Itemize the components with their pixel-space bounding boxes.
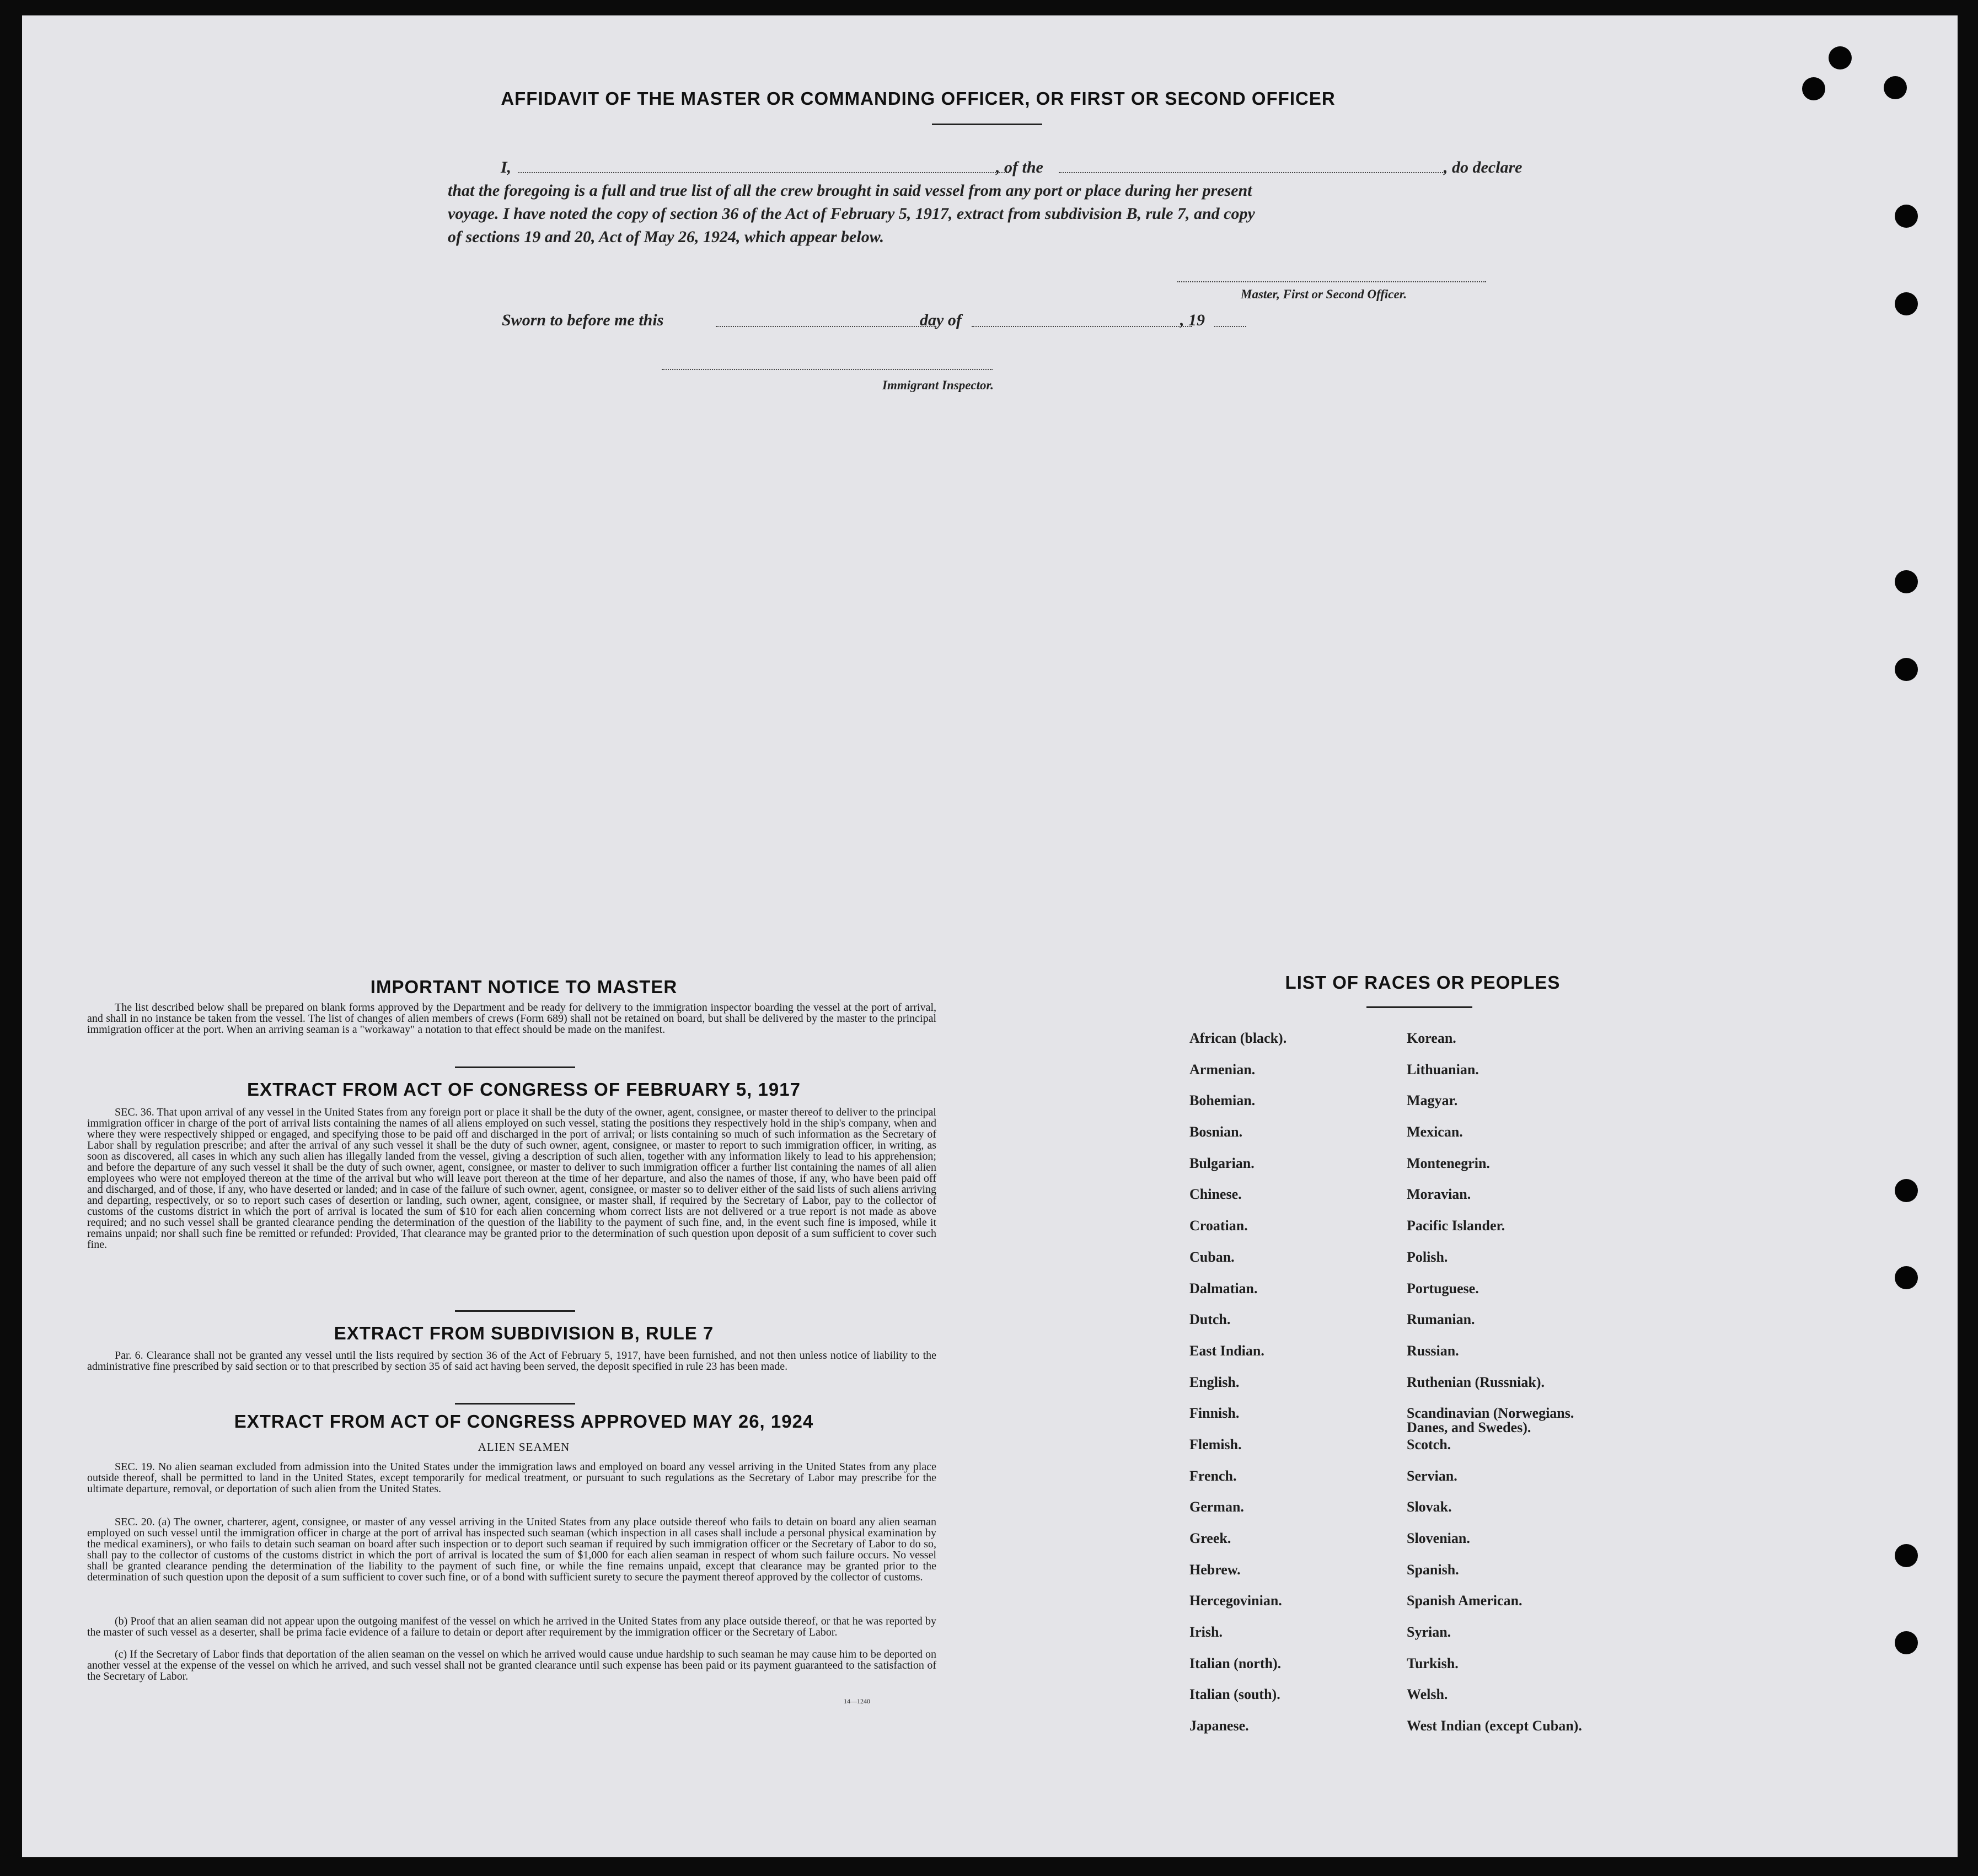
punch-hole xyxy=(1895,1179,1918,1202)
race-item: German. xyxy=(1189,1499,1244,1515)
race-item: Scotch. xyxy=(1407,1436,1451,1452)
affidavit-i-label: I, xyxy=(501,158,512,176)
vessel-blank[interactable] xyxy=(1059,172,1445,173)
extract-1917-title: EXTRACT FROM ACT OF CONGRESS OF FEBRUARY 5, 1917 xyxy=(247,1079,801,1100)
race-item: Armenian. xyxy=(1189,1061,1256,1078)
notice-text: The list described below shall be prepared on blank forms approved by the Department and be ready for delivery to the immigration inspector boarding the vessel at the port of arrival, and shall in no instance be taken from the vessel. The list of changes of alien members of crews (Form 689) shall not be retained on board, but shall be delivered by the master to the principal immigration officer at the port. When an arriving seaman is a "workaway" a notation to that effect should be made on the manifest. xyxy=(87,1001,936,1036)
race-item: Japanese. xyxy=(1189,1718,1249,1734)
race-item: Italian (north). xyxy=(1189,1655,1282,1671)
race-item: Slovak. xyxy=(1407,1499,1452,1515)
sec19-text: SEC. 19. No alien seaman excluded from admission into the United States under the immigration laws and employed on board any vessel arriving in the United States from any place outside thereof, shall be permitted to land in the United States, except temporarily for medical treatment, or pursuant to such regulations as the Secretary of Labor may prescribe for the ultimate departure, removal, or deportation of such alien from the United States. xyxy=(87,1461,936,1495)
race-item: Italian (south). xyxy=(1189,1686,1280,1703)
races-column-1 xyxy=(1189,1031,1286,1750)
race-item: Flemish. xyxy=(1189,1436,1242,1452)
race-item: East Indian. xyxy=(1189,1342,1264,1359)
races-title: LIST OF RACES OR PEOPLES xyxy=(1285,972,1561,993)
race-item: Slovenian. xyxy=(1407,1530,1470,1546)
race-item: French. xyxy=(1189,1467,1237,1484)
race-item: Welsh. xyxy=(1407,1686,1448,1703)
punch-hole xyxy=(1895,205,1918,228)
race-item: Scandinavian (Norwegians. Danes, and Swedes). xyxy=(1407,1405,1574,1436)
name-blank[interactable] xyxy=(518,172,1009,173)
year-label: , 19 xyxy=(1180,311,1205,329)
punch-hole xyxy=(1802,77,1825,100)
race-item: West Indian (except Cuban). xyxy=(1407,1718,1582,1734)
race-item: Hercegovinian. xyxy=(1189,1593,1282,1609)
sec20b-text: (b) Proof that an alien seaman did not appear upon the outgoing manifest of the vessel on which he arrived in the United States from any place outside thereof, or that he was reported by the master of such vessel as a deserter, shall be prima facie evidence of a failure to detain or deport after requirement by the immigration officer or the Secretary of Labor. xyxy=(87,1615,936,1638)
divider xyxy=(1366,1006,1472,1008)
race-item: Montenegrin. xyxy=(1407,1155,1490,1171)
race-item: English. xyxy=(1189,1374,1240,1390)
divider xyxy=(455,1066,575,1068)
punch-hole xyxy=(1895,570,1918,593)
race-item: Magyar. xyxy=(1407,1092,1458,1109)
punch-hole xyxy=(1829,46,1852,69)
race-item: Russian. xyxy=(1407,1342,1459,1359)
race-item: Bulgarian. xyxy=(1189,1155,1255,1171)
extract-1924-title: EXTRACT FROM ACT OF CONGRESS APPROVED MAY 26, 1924 xyxy=(234,1411,814,1432)
race-item: Irish. xyxy=(1189,1624,1223,1641)
race-item: Bosnian. xyxy=(1189,1124,1243,1140)
races-column-2 xyxy=(1407,1031,1582,1750)
extract-1917-text: SEC. 36. That upon arrival of any vessel in the United States from any foreign port or place it shall be the duty of the owner, agent, consignee, or master thereof to deliver to the principal immigration officer in charge of the port of arrival lists containing the names of all aliens employed on such vessel, stating the positions they respectively hold in the ship's company, when and where they were respectively shipped or engaged, and specifying those to be paid off and discharged in the port of arrival; or lists containing so much of such information as the Secretary of Labor shall by regulation prescribe; and after the arrival of any such vessel it shall be the duty of such owner, agent, consignee, or master to report to such immigration officer, in writing, as soon as discovered, all cases in which any such alien has illegally landed from the vessel, giving a description of such alien, together with any information likely to lead to his apprehension; and before the departure of any such vessel it shall be the duty of such owner, agent, consignee, or master to deliver to such immigration officer a further list containing the names of all alien employees who were not employed thereon at the time of the arrival but who will leave port thereon at the time of her departure, and also the names of those, if any, who have been paid off and discharged, and of those, if any, who have deserted or landed; and in case of the failure of such owner, agent, consignee, or master so to deliver either of the said lists of such aliens arriving and departing, respectively, or so to report such cases of desertion or landing, such owner, agent, consignee, or master shall, if required by the Secretary of Labor, pay to the collector of customs of the customs district in which the port of arrival is located the sum of $10 for each alien concerning whom correct lists are not delivered or a true report is not made as above required; and no such vessel shall be granted clearance pending the determination of the question of the liability to the payment of such fine, and, in the event such fine is imposed, while it remains unpaid; nor shall such fine be remitted or refunded: Provided, That clearance may be granted prior to the determination of such question upon deposit of a sum sufficient to cover such fine. xyxy=(87,1106,936,1251)
sworn-label: Sworn to before me this xyxy=(502,311,664,329)
race-item: Spanish. xyxy=(1407,1561,1459,1578)
race-item: Greek. xyxy=(1189,1530,1231,1546)
divider xyxy=(455,1310,575,1312)
race-item: African (black). xyxy=(1189,1030,1287,1046)
extract-1924-subtitle: ALIEN SEAMEN xyxy=(478,1440,570,1454)
inspector-caption: Immigrant Inspector. xyxy=(882,378,994,392)
divider xyxy=(455,1403,575,1405)
race-item: Chinese. xyxy=(1189,1186,1242,1203)
affidavit-line-4: of sections 19 and 20, Act of May 26, 1924, which appear below. xyxy=(448,228,885,246)
race-item: Finnish. xyxy=(1189,1405,1240,1422)
divider xyxy=(932,124,1042,125)
race-item: Syrian. xyxy=(1407,1624,1451,1641)
race-item: Turkish. xyxy=(1407,1655,1459,1671)
race-item: Bohemian. xyxy=(1189,1092,1256,1109)
punch-hole xyxy=(1895,1631,1918,1654)
form-number: 14—1240 xyxy=(844,1697,870,1705)
day-of-label: day of xyxy=(920,311,962,329)
race-item: Lithuanian. xyxy=(1407,1061,1479,1078)
race-item: Servian. xyxy=(1407,1467,1457,1484)
master-signature-caption: Master, First or Second Officer. xyxy=(1241,287,1407,301)
race-item: Portuguese. xyxy=(1407,1280,1479,1296)
race-item: Pacific Islander. xyxy=(1407,1218,1505,1234)
rule7-text: Par. 6. Clearance shall not be granted any vessel until the lists required by section 36 of the Act of February 5, 1917, have been furnished, and not then unless notice of liability to the administrative fine prescribed by said section or to that prescribed by section 35 of said act having been served, the deposit specified in rule 23 has been made. xyxy=(87,1349,936,1373)
race-item: Ruthenian (Russniak). xyxy=(1407,1374,1545,1390)
race-item: Dalmatian. xyxy=(1189,1280,1258,1296)
rule7-title: EXTRACT FROM SUBDIVISION B, RULE 7 xyxy=(334,1323,714,1343)
affidavit-line-3: voyage. I have noted the copy of section 36 of the Act of February 5, 1917, extract from subdivision B, rule 7, and copy xyxy=(448,205,1255,223)
race-item: Dutch. xyxy=(1189,1311,1231,1328)
punch-hole xyxy=(1895,292,1918,315)
inspector-signature-line[interactable] xyxy=(662,369,993,370)
sworn-year-blank[interactable] xyxy=(1214,326,1246,327)
master-signature-line[interactable] xyxy=(1177,281,1486,282)
race-item: Spanish American. xyxy=(1407,1593,1523,1609)
race-item: Croatian. xyxy=(1189,1218,1248,1234)
affidavit-line-2: that the foregoing is a full and true list of all the crew brought in said vessel from any port or place during her present xyxy=(448,181,1252,200)
race-item: Korean. xyxy=(1407,1030,1456,1046)
punch-hole xyxy=(1895,1266,1918,1289)
race-item: Cuban. xyxy=(1189,1248,1235,1265)
of-the-label: , of the xyxy=(996,158,1043,176)
sworn-month-blank[interactable] xyxy=(972,326,1192,327)
race-item: Hebrew. xyxy=(1189,1561,1241,1578)
race-item: Mexican. xyxy=(1407,1124,1463,1140)
sec20c-text: (c) If the Secretary of Labor finds that deportation of the alien seaman on the vessel on which he arrived would cause undue hardship to such seaman he may cause him to be deported on another vessel at the expense of the vessel on which he arrived, and such vessel shall not be granted clearance until such expense has been paid or its payment guaranteed to the satisfaction of the Secretary of Labor. xyxy=(87,1648,936,1682)
race-item: Polish. xyxy=(1407,1248,1448,1265)
sworn-day-blank[interactable] xyxy=(716,326,936,327)
punch-hole xyxy=(1884,76,1907,99)
race-item: Moravian. xyxy=(1407,1186,1471,1203)
punch-hole xyxy=(1895,1544,1918,1567)
notice-title: IMPORTANT NOTICE TO MASTER xyxy=(370,977,678,997)
affidavit-title: AFFIDAVIT OF THE MASTER OR COMMANDING OFFICER, OR FIRST OR SECOND OFFICER xyxy=(501,88,1336,109)
document-page xyxy=(22,15,1958,1857)
punch-hole xyxy=(1895,658,1918,681)
race-item: Rumanian. xyxy=(1407,1311,1475,1328)
sec20a-text: SEC. 20. (a) The owner, charterer, agent, consignee, or master of any vessel arriving in the United States from any place outside thereof who fails to detain on board any alien seaman employed on such vessel until the immigration officer in charge at the port of arrival has inspected such seaman (which inspection in all cases shall include a personal physical examination by the medical examiners), or who fails to detain such seaman on board after such inspection or to deport such seaman if required by such immigration officer or the Secretary of Labor to do so, shall pay to the collector of customs of the customs district in which the port of arrival is located the sum of $1,000 for each alien seaman in respect of whom such failure occurs. No vessel shall be granted clearance pending the determination of the liability to the payment of such fine, or while the fine remains unpaid, except that clearance may be granted prior to the determination of such question upon the deposit of a sum sufficient to cover such fine, or of a bond with sufficient surety to secure the payment thereof approved by the collector of customs. xyxy=(87,1516,936,1583)
do-declare-label: , do declare xyxy=(1444,158,1523,176)
